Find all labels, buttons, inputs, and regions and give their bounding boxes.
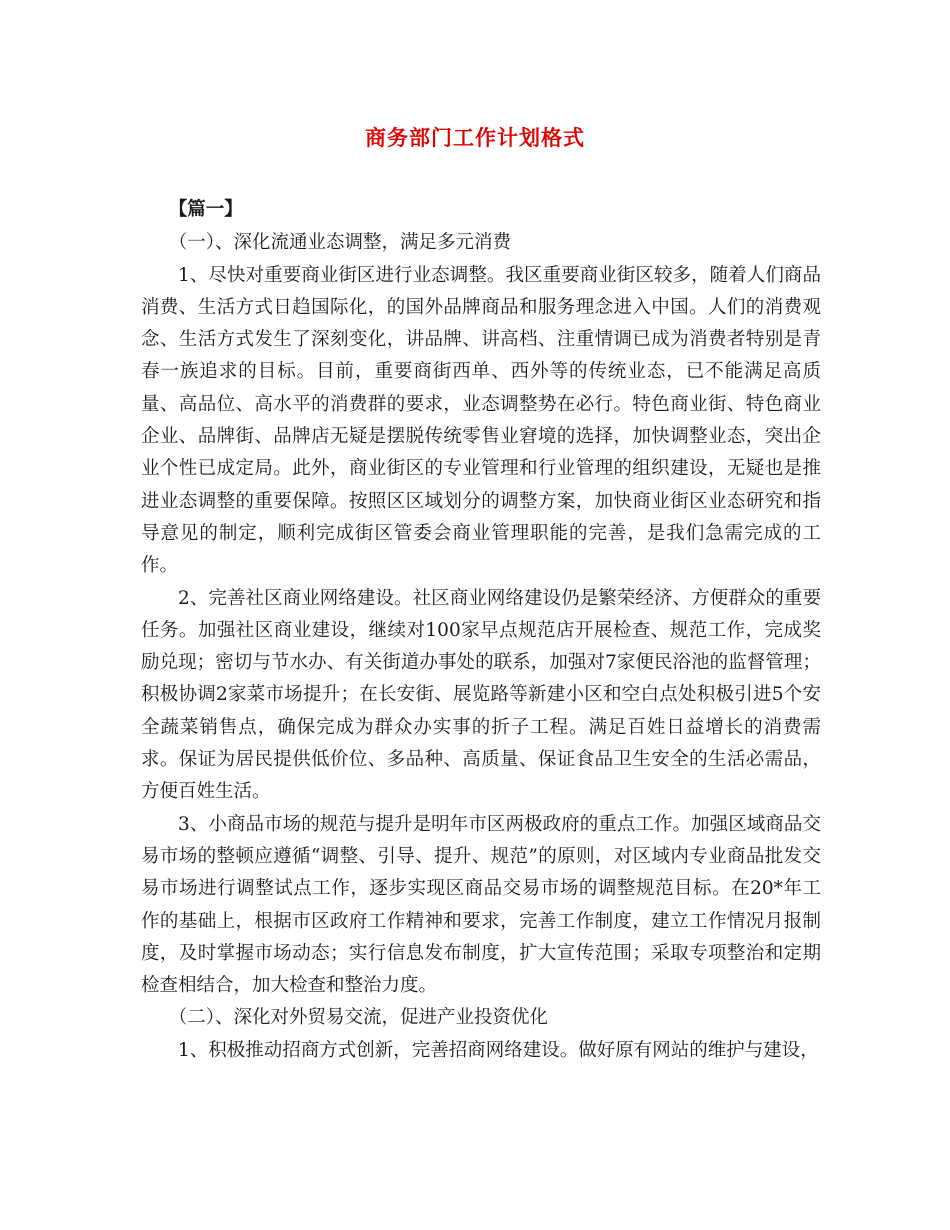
section-heading-2: （二）、深化对外贸易交流，促进产业投资优化 — [168, 1007, 549, 1029]
paragraph-2: 2、完善社区商业网络建设。社区商业网络建设仍是繁荣经济、方便群众的重要任务。加强社区商业建设，继续对100家早点规范店开展检查、规范工作，完成奖励兑现；密切与节水办、有关街道办事处的联系，加强对7家便民浴池的监督管理；积极协调2家菜市场提升；在长安街、展览路等新建小区和空白点处积极引进5个安全蔬菜销售点，确保完成为群众办实事的折子工程。满足百姓日益增长的消费需求。保证为居民提供低价位、多品种、高质量、保证食品卫生安全的生活必需品，方便百姓生活。 — [141, 587, 821, 803]
paragraph-1: 1、尽快对重要商业街区进行业态调整。我区重要商业街区较多，随着人们商品消费、生活方式日趋国际化，的国外品牌商品和服务理念进入中国。人们的消费观念、生活方式发生了深刻变化，讲品牌、讲高档、注重情调已成为消费者特别是青春一族追求的目标。目前，重要商街西单、西外等的传统业态，已不能满足高质量、高品位、高水平的消费群的要求，业态调整势在必行。特色商业街、特色商业企业、品牌街、品牌店无疑是摆脱传统零售业窘境的选择，加快调整业态，突出企业个性已成定局。此外，商业街区的专业管理和行业管理的组织建设，无疑也是推进业态调整的重要保障。按照区区域划分的调整方案，加快商业街区业态研究和指导意见的制定，顺利完成街区管委会商业管理职能的完善，是我们急需完成的工作。 — [141, 264, 821, 577]
section-heading-1: （一）、深化流通业态调整，满足多元消费 — [168, 232, 512, 254]
document-title: 商务部门工作计划格式 — [365, 125, 585, 150]
part-label: 【篇一】 — [168, 199, 243, 220]
document-body — [141, 194, 821, 1067]
paragraph-3: 3、小商品市场的规范与提升是明年市区两极政府的重点工作。加强区域商品交易市场的整顿应遵循“调整、引导、提升、规范”的原则，对区域内专业商品批发交易市场进行调整试点工作，逐步实现区商品交易市场的调整规范目标。在20*年工作的基础上，根据市区政府工作精神和要求，完善工作制度，建立工作情况月报制度，及时掌握市场动态；实行信息发布制度，扩大宣传范围；采取专项整治和定期检查相结合，加大检查和整治力度。 — [141, 813, 821, 997]
paragraph-4: 1、积极推动招商方式创新，完善招商网络建设。做好原有网站的维护与建设， — [178, 1039, 819, 1061]
